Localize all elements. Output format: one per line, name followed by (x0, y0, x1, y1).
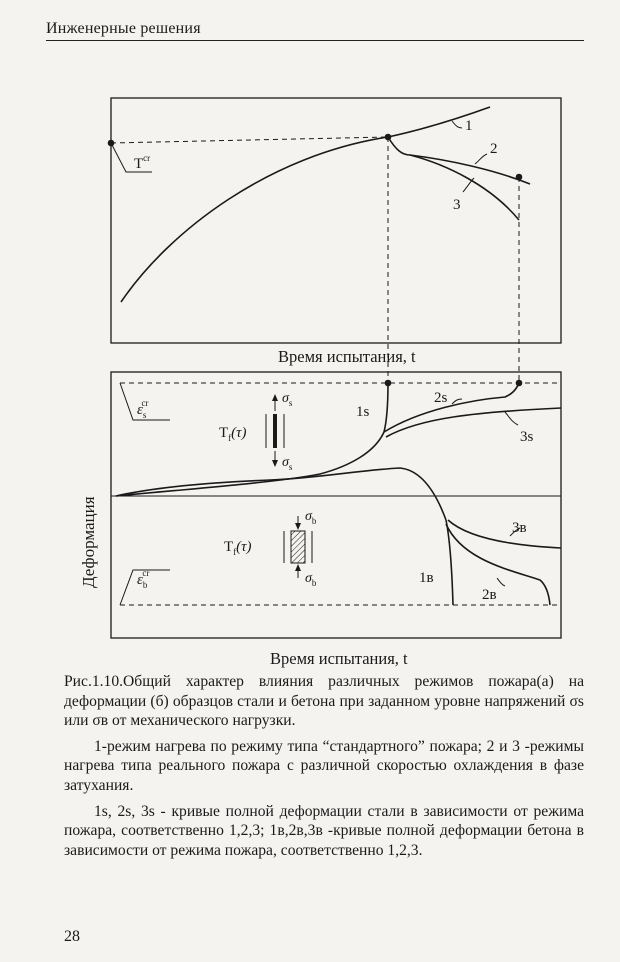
curve-3-leader (463, 178, 474, 192)
curve-2v (446, 524, 550, 605)
concrete-temperature-label: $T_f(\tau)$ (224, 539, 252, 557)
tcr-dashed-line (111, 137, 388, 143)
curve-3-label: 3 (453, 197, 461, 213)
sigma-b-top: $\sigma_b$ (305, 509, 317, 526)
curve-1s (116, 383, 388, 496)
curve-3s (386, 408, 561, 437)
curve-2-label: 2 (490, 141, 498, 157)
curve-2v-leader (497, 578, 505, 586)
steel-temperature-label: $T_f(\tau)$ (219, 425, 247, 443)
steel-specimen (273, 414, 277, 448)
curve-1v-label: 1в (419, 570, 434, 586)
caption-paragraph-2: 1s, 2s, 3s - кривые полной деформации стали в зависимости от режима пожара, соответственно 1,2,3; 1в,2в,3в -кривые полной деформации бетона в зависимости от режима пожара, соответственно 1,2,3. (64, 802, 584, 859)
figure-caption (64, 672, 584, 860)
concrete-top-arrow-head (295, 523, 301, 530)
curve-2-leader (475, 154, 487, 164)
caption-paragraph-1: 1-режим нагрева по режиму типа “стандартного” пожара; 2 и 3 -режимы нагрева типа реального пожара с различной скоростью охлаждения в фазе затухания. (64, 737, 584, 794)
eps-b-label: $\varepsilon_bcr$ (137, 568, 150, 590)
steel-bottom-arrow-head (272, 460, 278, 467)
bottom-ylabel: Деформация (79, 496, 98, 588)
sigma-b-bottom: $\sigma_b$ (305, 571, 317, 588)
curve-1-leader (452, 121, 462, 128)
concrete-specimen (291, 531, 305, 563)
curve-1 (121, 107, 490, 302)
steel-top-arrow-head (272, 394, 278, 401)
page-number: 28 (64, 928, 80, 945)
sigma-s-top: $\sigma_s$ (282, 391, 293, 408)
curve-2s (384, 383, 519, 432)
sigma-s-bottom: $\sigma_s$ (282, 455, 293, 472)
curve-3s-leader (505, 412, 518, 425)
caption-main: Рис.1.10.Общий характер влияния различных режимов пожара(а) на деформации (б) образцов стали и бетона при заданном уровне напряжений σs или σв от механического нагрузки. (64, 673, 584, 730)
curve-3v (448, 520, 561, 548)
bottom-xlabel: Время испытания, t (270, 649, 408, 668)
curve-concrete-start (116, 468, 446, 520)
curve-2 (388, 137, 530, 184)
curve-2s-label: 2s (434, 390, 448, 406)
top-xlabel: Время испытания, t (278, 347, 416, 366)
top-panel-frame (111, 98, 561, 343)
curve-1v (446, 520, 453, 605)
eps-s-label: $\varepsilon_scr$ (137, 398, 149, 420)
curve-3s-label: 3s (520, 429, 534, 445)
running-header: Инженерные решения (46, 20, 584, 41)
curve-2v-label: 2в (482, 587, 497, 603)
concrete-bottom-arrow-head (295, 564, 301, 571)
curve-3v-label: 3в (512, 520, 527, 536)
curve-1-label: 1 (465, 118, 473, 134)
curve-1s-label: 1s (356, 404, 370, 420)
tcr-label: $T^{cr}$ (134, 153, 151, 172)
